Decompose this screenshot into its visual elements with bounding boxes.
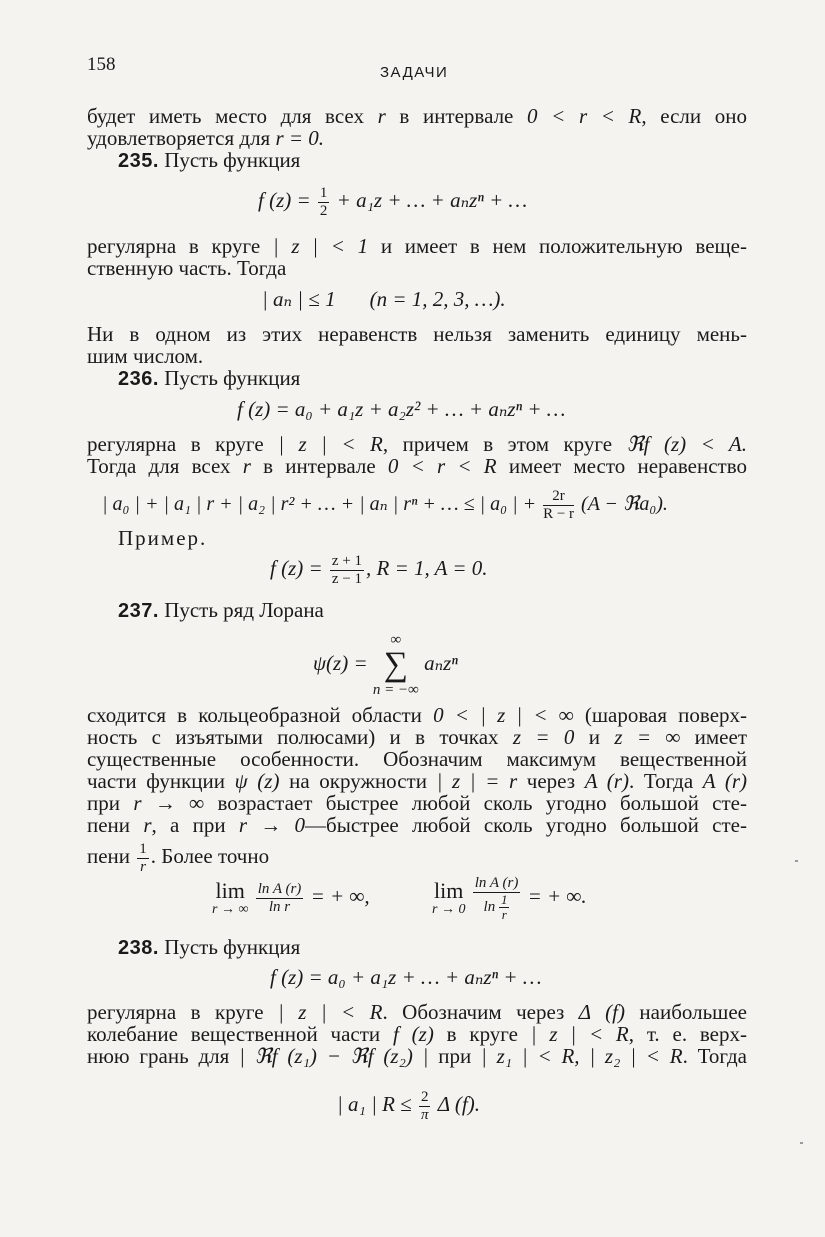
formula-235b: | aₙ | ≤ 1 (n = 1, 2, 3, …). [262,287,506,311]
paragraph-line: ность с изъятыми полюсами) и в точках z = 0 и z = ∞ имеет [87,725,747,749]
paragraph-line: нюю грань для | ℜf (z₁) − ℜf (z₂) | при | z₁ | < R, | z₂ | < R. Тогда [87,1044,747,1068]
problem-237-heading: 237. Пусть ряд Лорана [118,598,324,622]
paragraph-line: ственную часть. Тогда [87,256,287,280]
fraction: $\frac{\text{ln A (r)}}{\text{ln r}}$ [257,880,302,915]
problem-238-heading: 238. Пусть функция [118,935,301,959]
paragraph-line: регулярна в круге | z | < R, причем в этом круге ℜf (z) < A. [87,432,747,456]
formula-235: f (z) = $\frac{1}{2}$ + a₁z + … + aₙzⁿ + … [258,184,528,219]
scan-speck [795,860,798,862]
formula-laurent: ψ(z) = ∞ ∑ n = −∞ aₙzⁿ [313,632,458,698]
fraction: $\frac{1}{2}$ [319,184,328,219]
fraction: $\frac{z + 1}{z - 1}$ [331,552,363,587]
paragraph-line: Ни в одном из этих неравенств нельзя заменить единицу мень- [87,322,747,346]
formula-236-inequality: | a₀ | + | a₁ | r + | a₂ | r² + … + | aₙ | rⁿ + … ≤ | a₀ | + $\frac{2r}{R - r}$ (A − ℜa₀). [102,487,668,522]
example-label: Пример. [118,526,208,550]
limit-formula-zero: lim r → 0 ln A (r) ln $\frac{1}{r}$ = + ∞. [432,874,587,922]
formula-238: f (z) = a₀ + a₁z + … + aₙzⁿ + … [270,965,542,989]
problem-235-heading: 235. Пусть функция [118,148,301,172]
page-number: 158 [87,54,116,75]
paragraph-line: будет иметь место для всех r в интервале 0 < r < R, если оно [87,104,748,128]
fraction: $\frac{2r}{R - r}$ [543,487,575,522]
limit-formula-inf: lim r → ∞ $\frac{\text{ln A (r)}}{\text{ln r}}$ = + ∞, [212,877,370,917]
fraction: $\frac{2}{\pi}$ [420,1088,429,1123]
paragraph-line: сходится в кольцеобразной области 0 < | z | < ∞ (шаровая поверх- [87,703,748,727]
running-title: ЗАДАЧИ [380,64,449,81]
formula-example: f (z) = $\frac{z + 1}{z - 1}$ , R = 1, A = 0. [270,552,488,587]
problem-236-heading: 236. Пусть функция [118,366,301,390]
scan-speck [800,1142,803,1144]
paragraph-line: Тогда для всех r в интервале 0 < r < R имеет место неравенство [87,454,748,478]
formula-238-result: | a₁ | R ≤ $\frac{2}{\pi}$ Δ (f). [337,1088,480,1123]
paragraph-line: части функции ψ (z) на окружности | z | = r через A (r). Тогда A (r) [87,769,748,793]
paragraph-line: удовлетворяется для r = 0. [87,126,325,150]
limit-operator: lim r → ∞ [212,877,249,917]
formula-236: f (z) = a₀ + a₁z + a₂z² + … + aₙzⁿ + … [237,397,566,421]
paragraph-line: пени $\frac{1}{r}$ . Более точно [87,840,270,875]
paragraph-line: регулярна в круге | z | < 1 и имеет в нем положительную веще- [87,234,747,258]
fraction: $\frac{1}{r}$ [139,840,147,875]
paragraph-line: пени r, а при r → 0—быстрее любой сколь угодно большой сте- [87,813,747,837]
fraction: ln A (r) ln $\frac{1}{r}$ [474,874,519,922]
paragraph-line: колебание вещественной части f (z) в круге | z | < R, т. е. верх- [87,1022,747,1046]
paragraph-line: при r → ∞ возрастает быстрее любой сколь угодно большой сте- [87,791,747,815]
paragraph-line: существенные особенности. Обозначим максимум вещественной [87,747,747,771]
paragraph-line: регулярна в круге | z | < R. Обозначим через Δ (f) наибольшее [87,1000,747,1024]
paragraph-line: шим числом. [87,344,204,368]
sum-operator: ∞ ∑ n = −∞ [372,632,419,698]
limit-operator: lim r → 0 [432,877,466,917]
